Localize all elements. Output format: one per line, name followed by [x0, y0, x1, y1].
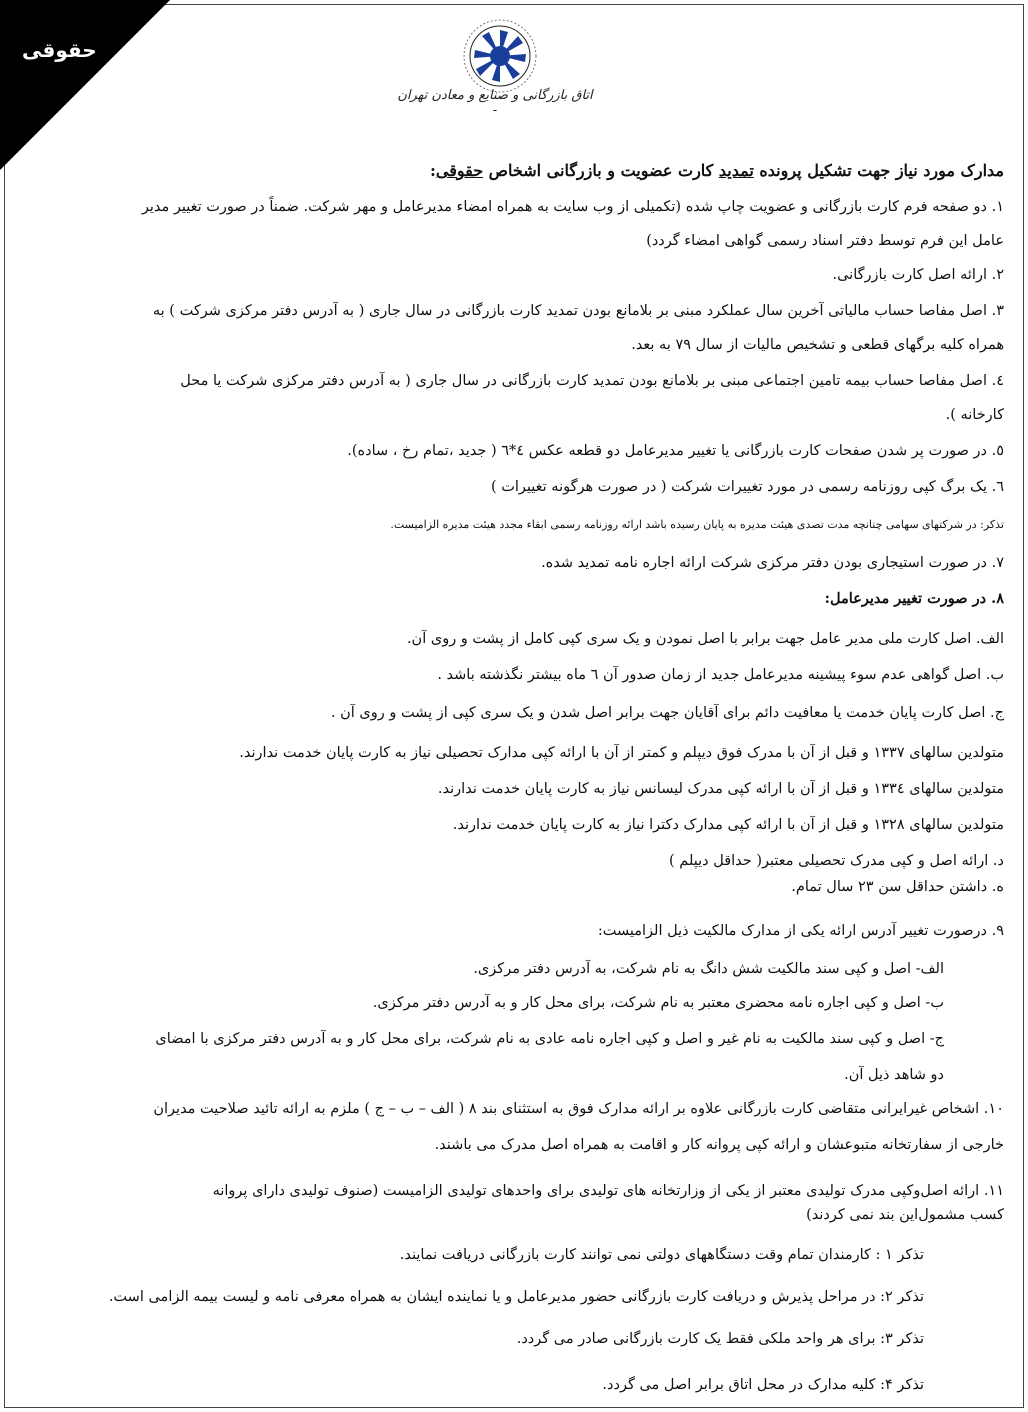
- born-1337-note: متولدین سالهای ۱۳۳۷ و قبل از آن با مدرک فوق دیپلم و کمتر از آن با ارائه کپی مدارک تحصیلی نیاز به کارت پایان خدمت ندارند.: [239, 745, 1004, 761]
- item-8: ۸. در صورت تغییر مدیرعامل:: [824, 590, 1004, 607]
- title-colon: :: [429, 161, 436, 180]
- item-10-line-2: خارجی از سفارتخانه متبوعشان و ارائه کپی پروانه کار و اقامت به همراه اصل مدرک می باشند.: [434, 1137, 1004, 1153]
- chamber-emblem-icon: [400, 14, 600, 94]
- born-1328-note: متولدین سالهای ۱۳۲۸ و قبل از آن با ارائه کپی مدارک دکترا نیاز به کارت پایان خدمت ندارند.: [452, 817, 1004, 833]
- item-8-be: ب. اصل گواهی عدم سوء پیشینه مدیرعامل جدید از زمان صدور آن ٦ ماه بیشتر نگذشته باشد .: [437, 667, 1004, 683]
- item-4-line-2: کارخانه ).: [945, 407, 1004, 423]
- item-3-line-2: همراه کلیه برگهای قطعی و تشخیص مالیات از سال ۷۹ به بعد.: [631, 337, 1004, 353]
- item-8-dal: د. ارائه اصل و کپی مدرک تحصیلی معتبر( حداقل دیپلم ): [669, 853, 1004, 869]
- logo-caption: اتاق بازرگانی و صنایع و معادن تهران -: [397, 88, 593, 118]
- item-7: ۷. در صورت استیجاری بودن دفتر مرکزی شرکت ارائه اجاره نامه تمدید شده.: [541, 555, 1004, 571]
- item-1-line-1: ۱. دو صفحه فرم کارت بازرگانی و عضویت چاپ شده (تکمیلی از وب سایت به همراه امضاء مدیرعامل و مهر شرکت. ضمناً در صورت تغییر مدیر: [141, 199, 1004, 215]
- title-emphasis: تمدید: [718, 161, 754, 180]
- note-1: تذکر ۱ : کارمندان تمام وقت دستگاههای دولتی نمی توانند کارت بازرگانی دریافت نمایند.: [399, 1247, 924, 1263]
- born-1334-note: متولدین سالهای ۱۳۳٤ و قبل از آن با ارائه کپی مدرک لیسانس نیاز به کارت پایان خدمت ندارند.: [437, 781, 1004, 797]
- item-11-line-2: کسب مشمول‌این بند نمی کردند): [806, 1207, 1004, 1223]
- item-11-line-1: ۱۱. ارائه اصل‌وکپی مدرک تولیدی معتبر از یکی از وزارتخانه های تولیدی برای واحدهای تولیدی الزامیست (صنوف تولیدی دارای پروانه: [212, 1183, 1004, 1199]
- item-9-alef: الف- اصل و کپی سند مالکیت شش دانگ به نام شرکت، به آدرس دفتر مرکزی.: [473, 961, 944, 977]
- item-4-line-1: ٤. اصل مفاصا حساب بیمه تامین اجتماعی مبنی بر بلامانع بودن تمدید کارت بازرگانی در سال جاری ( به آدرس دفتر مرکزی شرکت یا محل: [180, 373, 1004, 389]
- note-2: تذکر ۲: در مراحل پذیرش و دریافت کارت بازرگانی حضور مدیرعامل و یا نماینده ایشان به همراه معرفی نامه و لیست بیمه الزامی است.: [108, 1289, 924, 1305]
- item-8-alef: الف. اصل کارت ملی مدیر عامل جهت برابر با اصل نمودن و یک سری کپی کامل از پشت و روی آن.: [406, 631, 1004, 647]
- item-9-be: ب- اصل و کپی اجاره نامه محضری معتبر به نام شرکت، برای محل کار و به آدرس دفتر مرکزی.: [372, 995, 944, 1011]
- item-10-line-1: ۱۰. اشخاص غیرایرانی متقاضی کارت بازرگانی علاوه بر ارائه مدارک فوق به استثنای بند ۸ ( الف – ب – ج ) ملزم به ارائه تائید صلاحیت مدیران: [153, 1101, 1004, 1117]
- item-6: ٦. یک برگ کپی روزنامه رسمی در مورد تغییرات شرکت ( در صورت هرگونه تغییرات ): [490, 479, 1004, 495]
- item-8-he: ه. داشتن حداقل سن ۲۳ سال تمام.: [791, 879, 1004, 895]
- item-3-line-1: ۳. اصل مفاصا حساب مالیاتی آخرین سال عملکرد مبنی بر بلامانع بودن تمدید کارت بازرگانی در سال جاری ( به آدرس دفتر مرکزی شرکت ) به: [152, 303, 1004, 319]
- item-9: ۹. درصورت تغییر آدرس ارائه یکی از مدارک مالکیت ذیل الزامیست:: [597, 923, 1004, 939]
- corner-tag: [0, 0, 170, 170]
- note-3: تذکر ۳: برای هر واحد ملکی فقط یک کارت بازرگانی صادر می گردد.: [516, 1331, 924, 1347]
- note-board-renewal: تذکر: در شرکتهای سهامی چنانچه مدت تصدی هیئت مدیره به پایان رسیده باشد ارائه روزنامه رسمی ابقاء مجدد هیئت مدیره الزامیست.: [390, 518, 1004, 531]
- item-5: ٥. در صورت پر شدن صفحات کارت بازرگانی یا تغییر مدیرعامل دو قطعه عکس ٤*٦ ( جدید ،تمام رخ ، ساده).: [347, 443, 1004, 459]
- item-2: ۲. ارائه اصل کارت بازرگانی.: [832, 267, 1004, 283]
- note-4: تذکر ۴: کلیه مدارک در محل اتاق برابر اصل می گردد.: [602, 1377, 924, 1393]
- item-9-je-line-2: دو شاهد ذیل آن.: [844, 1067, 944, 1083]
- item-8-je: ج. اصل کارت پایان خدمت یا معافیت دائم برای آقایان جهت برابر اصل شدن و یک سری کپی از پشت و روی آن .: [330, 705, 1004, 721]
- document-title: [68, 160, 1004, 182]
- item-9-je-line-1: ج- اصل و کپی سند مالکیت به نام غیر و اصل و کپی اجاره نامه عادی به نام شرکت، برای محل کار و به آدرس دفتر مرکزی با امضای: [155, 1031, 944, 1047]
- title-part: کارت عضویت و بازرگانی اشخاص: [483, 161, 719, 180]
- title-part: مدارک مورد نیاز جهت تشکیل پرونده: [753, 161, 1004, 180]
- corner-label: حقوقی: [22, 38, 97, 62]
- item-1-line-2: عامل این فرم توسط دفتر اسناد رسمی گواهی امضاء گردد): [646, 233, 1004, 249]
- title-emphasis: حقوقی: [435, 161, 484, 180]
